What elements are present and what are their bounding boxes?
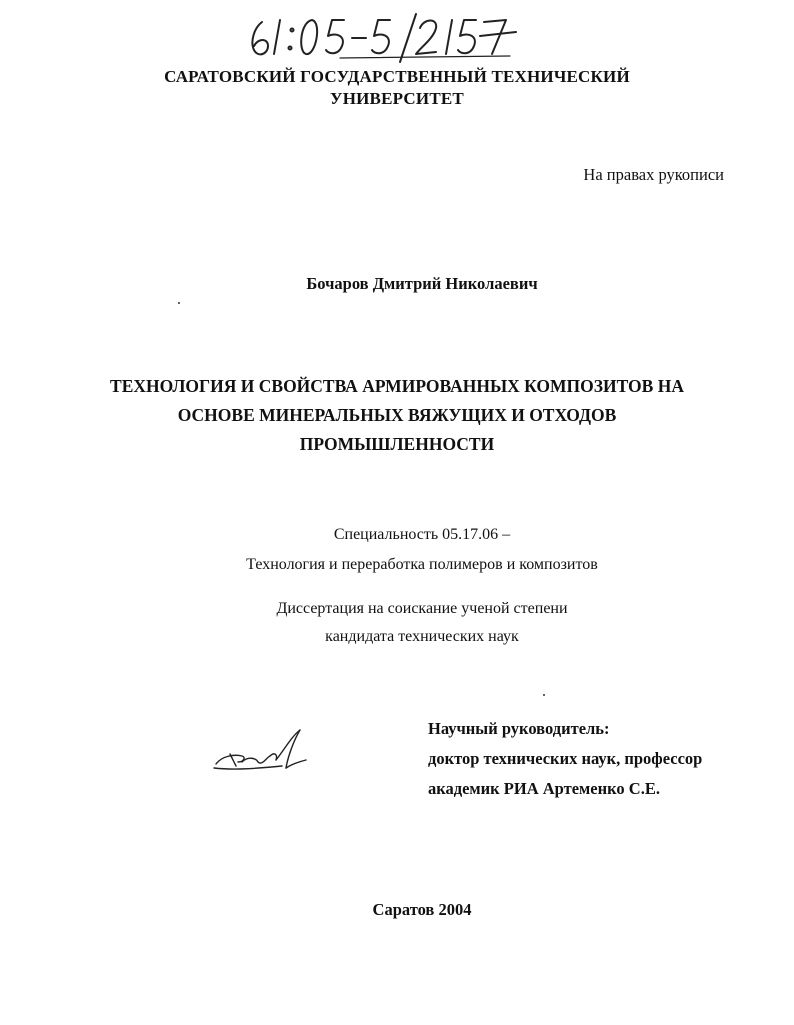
city-year: Саратов 2004: [372, 900, 472, 919]
university-line-1: САРАТОВСКИЙ ГОСУДАРСТВЕННЫЙ ТЕХНИЧЕСКИЙ: [164, 67, 630, 86]
dissertation-title: [0, 372, 794, 459]
manuscript-note: На правах рукописи: [583, 165, 724, 184]
supervisor-block: [428, 714, 702, 804]
degree-statement: [0, 595, 794, 651]
signature-icon: [212, 726, 312, 776]
scan-speck: [178, 302, 180, 304]
degree-line-1: Диссертация на соискание ученой степени: [276, 600, 568, 617]
title-line-1: ТЕХНОЛОГИЯ И СВОЙСТВА АРМИРОВАННЫХ КОМПОЗИТОВ НА: [110, 376, 684, 396]
supervisor-degree: доктор технических наук, профессор: [428, 749, 703, 768]
supervisor-label: Научный руководитель:: [428, 719, 610, 738]
archive-number-stamp: [240, 8, 540, 68]
degree-line-2: кандидата технических наук: [325, 628, 519, 645]
scan-speck: [543, 694, 545, 696]
specialty-code: Специальность 05.17.06 –: [333, 526, 511, 543]
title-line-2: ОСНОВЕ МИНЕРАЛЬНЫХ ВЯЖУЩИХ И ОТХОДОВ: [177, 405, 617, 425]
specialty-name: Технология и переработка полимеров и композитов: [246, 556, 598, 573]
university-name: [0, 66, 794, 110]
author-name: Бочаров Дмитрий Николаевич: [306, 274, 538, 293]
title-line-3: ПРОМЫШЛЕННОСТИ: [299, 434, 495, 454]
supervisor-name: академик РИА Артеменко С.Е.: [428, 779, 660, 798]
specialty: [0, 520, 794, 580]
university-line-2: УНИВЕРСИТЕТ: [330, 89, 464, 108]
